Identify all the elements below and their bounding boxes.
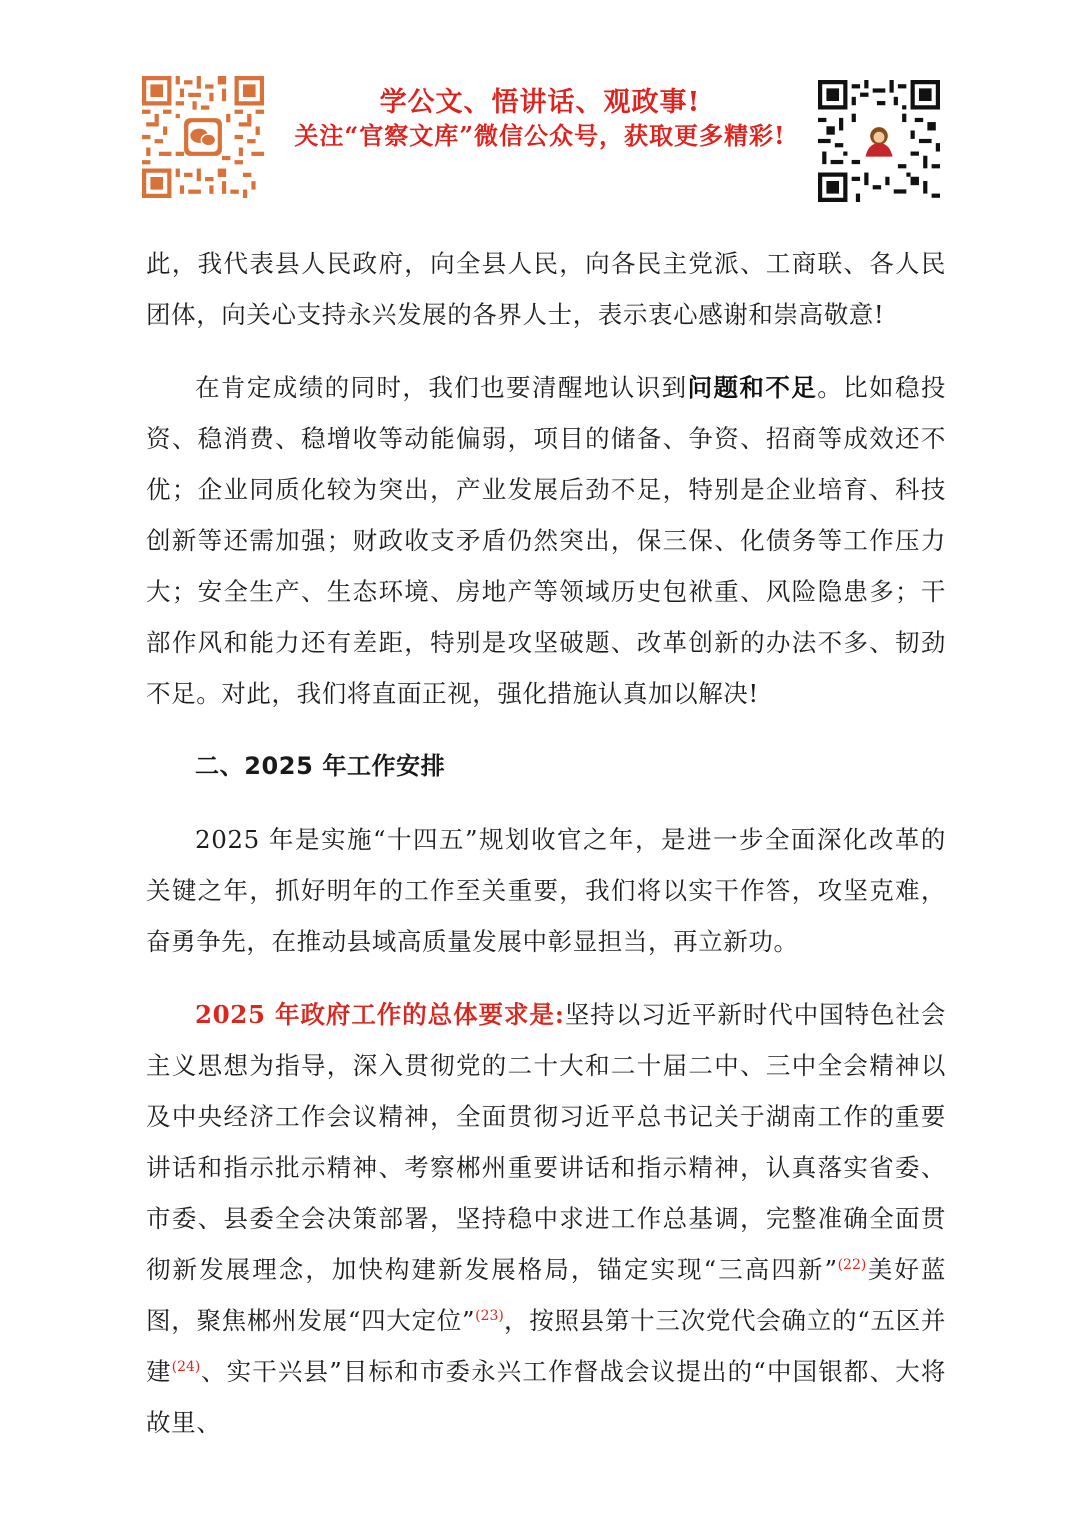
footnote-ref-22[interactable]: (22): [837, 1256, 867, 1273]
general-requirements-label: 2025 年政府工作的总体要求是:: [195, 1000, 565, 1029]
problems-detail-text: 。比如稳投资、稳消费、稳增收等动能偏弱，项目的储备、争资、招商等成效还不优；企业同质化较为突出，产业发展后劲不足，特别是企业培育、科技创新等还需加强；财政收支矛盾仍然突出，保三保、化债务等工作压力大；安全生产、生态环境、房地产等领域历史包袱重、风险隐患多；干部作风和能力还有差距，特别是攻坚破题、改革创新的办法不多、韧劲不足。对此，我们将直面正视，强化措施认真加以解决!: [146, 373, 947, 708]
footnote-ref-24[interactable]: (24): [171, 1358, 201, 1375]
problems-emphasis: 问题和不足: [687, 373, 818, 402]
requirements-text-d: 、实干兴县”目标和市委永兴工作督战会议提出的“中国银都、大将故里、: [146, 1357, 946, 1437]
requirements-text-c: ，按照县第十三次党代会确立的“五区并建: [146, 1306, 947, 1386]
promo-header: [0, 0, 1080, 210]
paragraph-general-requirements: [146, 989, 946, 1448]
footnote-ref-23[interactable]: (23): [475, 1307, 504, 1324]
qr-code-icon[interactable]: [818, 80, 940, 202]
slogan-line-1: 学公文、悟讲话、观政事!: [379, 87, 701, 118]
document-body: [146, 238, 946, 1470]
problems-intro-text: 在肯定成绩的同时，我们也要清醒地认识到: [195, 373, 688, 402]
paragraph-problems: [146, 362, 946, 719]
requirements-text-a: 坚持以习近平新时代中国特色社会主义思想为指导，深入贯彻党的二十大和二十届二中、三中全会精神以及中央经济工作会议精神，全面贯彻习近平总书记关于湖南工作的重要讲话和指示批示精神、考察郴州重要讲话和指示精神，认真落实省委、市委、县委全会决策部署，坚持稳中求进工作总基调，完整准确全面贯彻新发展理念，加快构建新发展格局，锚定实现“三高四新”: [146, 1000, 947, 1284]
wechat-qr-code-icon[interactable]: [142, 76, 264, 198]
paragraph-thanks: 此，我代表县人民政府，向全县人民，向各民主党派、工商联、各人民团体，向关心支持永兴发展的各界人士，表示衷心感谢和崇高敬意!: [146, 249, 946, 329]
slogan-line-2: 关注“官察文库”微信公众号，获取更多精彩!: [294, 121, 786, 150]
paragraph-2025-intro: 2025 年是实施“十四五”规划收官之年，是进一步全面深化改革的关键之年，抓好明年的工作至关重要，我们将以实干作答，攻坚克难，奋勇争先，在推动县域高质量发展中彰显担当，再立新功。: [146, 825, 946, 956]
requirements-text-b: 美好蓝图，聚焦郴州发展“四大定位”: [146, 1255, 946, 1335]
section-heading: 二、2025 年工作安排: [195, 752, 446, 780]
